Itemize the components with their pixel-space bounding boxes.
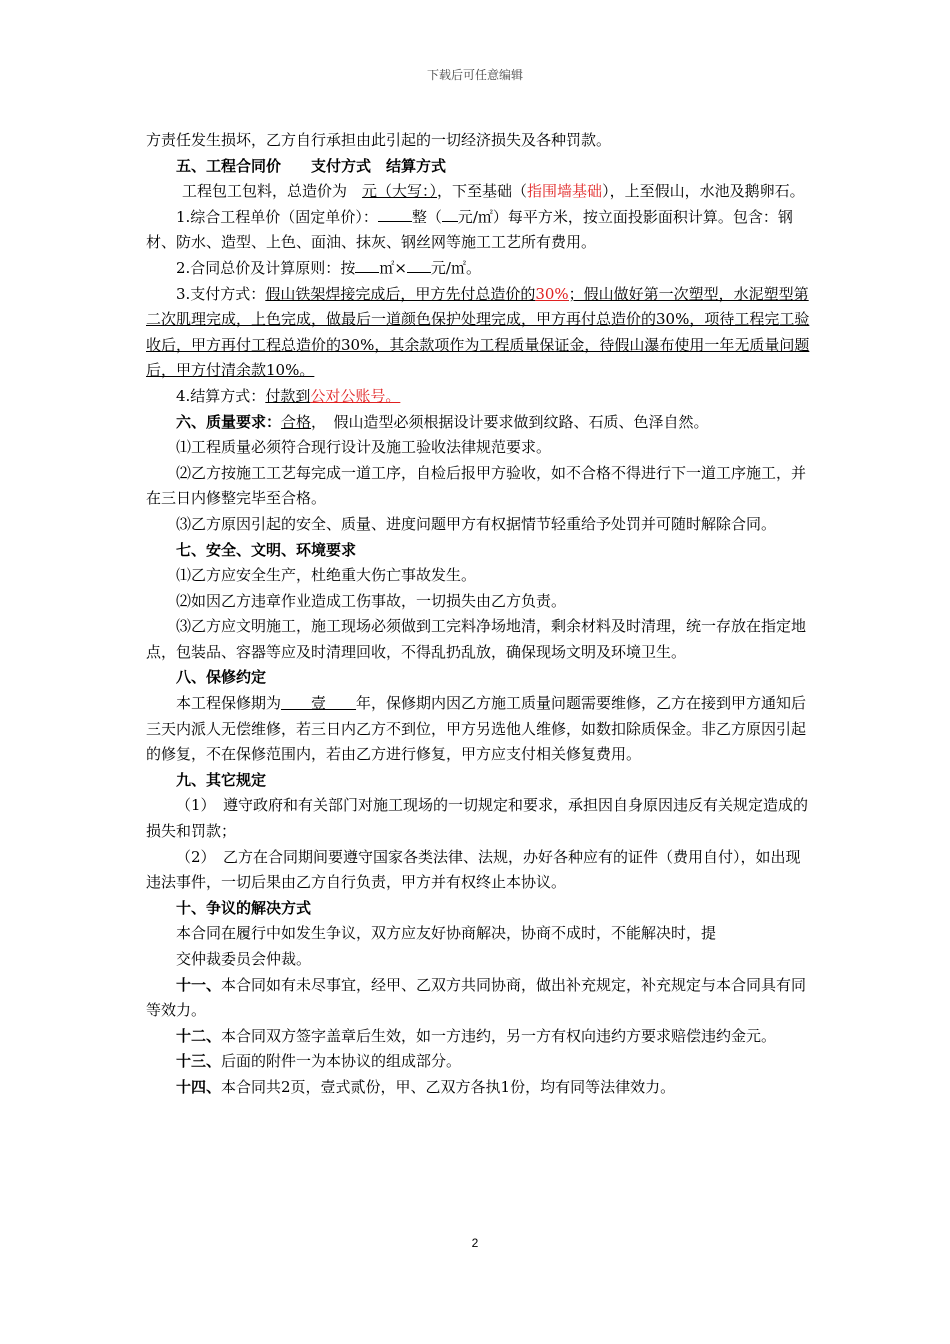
- paragraph: 本合同在履行中如发生争议，双方应友好协商解决，协商不成时，不能解决时，提: [176, 924, 717, 943]
- clause-12: [146, 1024, 810, 1050]
- section-heading-5: 五、工程合同价 支付方式 结算方式: [176, 156, 447, 175]
- underlined-text: 元（大写：）: [362, 182, 438, 201]
- text: 本合同双方签字盖章后生效，如一方违约，另一方有权向违约方要求赔偿违约金元。: [221, 1026, 777, 1045]
- highlight-text: 指围墙基础: [527, 182, 603, 201]
- text: 年，保修期内因乙方施工质量问题需要维修，乙方在接到甲方通知后三天内派人无偿维修，若三日内乙方不到位，甲方另选他人维修，如数扣除质保金。非乙方原因引起的修复，不在保修范围内，若由乙方进行修复，甲方应支付相关修复费用。: [146, 694, 807, 764]
- paragraph-unit-price: [146, 205, 810, 256]
- underlined-text: 壹: [281, 694, 357, 713]
- paragraph: ⑶乙方应文明施工，施工现场必须做到工完料净场地清，剩余材料及时清理，统一存放在指定地点，包装品、容器等应及时清理回收，不得乱扔乱放，确保现场文明及环境卫生。: [146, 617, 807, 661]
- paragraph: ⑵如因乙方违章作业造成工伤事故，一切损失由乙方负责。: [176, 591, 567, 610]
- clause-number: 十一、: [176, 975, 222, 994]
- paragraph: ⑴乙方应安全生产，杜绝重大伤亡事故发生。: [176, 566, 477, 585]
- blank-field: [378, 205, 412, 222]
- text: 元/㎡。: [430, 258, 481, 277]
- paragraph: ⑵乙方按施工工艺每完成一道工序，自检后报甲方验收，如不合格不得进行下一道工序施工，并在三日内修整完毕至合格。: [146, 463, 807, 508]
- page-header: 下载后可任意编辑: [426, 68, 523, 82]
- paragraph-payment: [146, 282, 810, 384]
- paragraph-total-price: [146, 179, 810, 205]
- text: 3.支付方式：: [176, 284, 266, 303]
- clause-number: 十三、: [176, 1052, 222, 1071]
- section-heading-6: [146, 410, 810, 436]
- paragraph: （1） 遵守政府和有关部门对施工现场的一切规定和要求，承担因自身原因违反有关规定造成的损失和罚款；: [146, 796, 809, 841]
- clause-number: 十二、: [176, 1026, 222, 1045]
- clause-number: 十四、: [176, 1077, 222, 1096]
- paragraph: ⑴工程质量必须符合现行设计及施工验收法律规范要求。: [176, 438, 552, 457]
- clause-11: [146, 973, 810, 1024]
- highlight-text: 公对公账号。: [310, 386, 401, 405]
- clause-13: [146, 1049, 810, 1075]
- blank-field: [407, 256, 431, 273]
- underlined-text: 假山铁架焊接完成后，甲方先付总造价的: [265, 284, 536, 303]
- underlined-text: 合格: [281, 412, 312, 431]
- text: ，下至基础（: [437, 182, 528, 201]
- paragraph: 方责任发生损坏，乙方自行承担由此引起的一切经济损失及各种罚款。: [146, 131, 612, 149]
- section-heading-9: 九、其它规定: [176, 770, 267, 789]
- paragraph: ⑶乙方原因引起的安全、质量、进度问题甲方有权据情节轻重给予处罚并可随时解除合同。: [176, 514, 777, 533]
- section-heading-7: 七、安全、文明、环境要求: [176, 540, 357, 559]
- paragraph: （2） 乙方在合同期间要遵守国家各类法律、法规，办好各种应有的证件（费用自付），如出现违法事件，一切后果由乙方自行负责，甲方并有权终止本协议。: [146, 847, 801, 892]
- underlined-text: ；假山做好第一次塑型，水泥塑型第二次肌理完成，上色完成，做最后一道颜色保护处理完成，甲方再付总造价的30%，项待工程完工验收后，甲方再付工程总造价的30%，其余款项作为工程质量保证金，待假山瀑布使用一年无质量问题后，甲方付清余款10%。: [146, 284, 810, 380]
- page-number: 2: [471, 1236, 479, 1250]
- text: ），上至假山，水池及鹅卵石。: [602, 182, 805, 201]
- contract-body: [146, 128, 810, 1101]
- text: 本合同如有未尽事宜，经甲、乙双方共同协商，做出补充规定，补充规定与本合同具有同等效力。: [146, 975, 807, 1020]
- text: 元/㎡）每平方米，按立面投影面积计算。包含：钢材、防水、造型、上色、面油、抹灰、钢丝网等施工工艺所有费用。: [146, 207, 793, 252]
- text: 2.合同总价及计算原则：按: [176, 258, 356, 277]
- text: 本合同共2页，壹式贰份，甲、乙双方各执1份，均有同等法律效力。: [221, 1077, 676, 1096]
- blank-field: [442, 205, 458, 222]
- paragraph: 交仲裁委员会仲裁。: [176, 950, 312, 968]
- highlight-text: 30%: [535, 284, 569, 303]
- section-heading-10: 十、争议的解决方式: [176, 898, 312, 917]
- text: 1.综合工程单价（固定单价）：: [176, 207, 378, 226]
- blank-field: [355, 256, 379, 273]
- text: 工程包工包料，总造价为: [182, 182, 363, 201]
- paragraph-settlement: [146, 384, 810, 410]
- paragraph-total-principle: [146, 256, 810, 282]
- section-heading-8: 八、保修约定: [176, 668, 267, 687]
- heading-text: 六、质量要求：: [176, 412, 282, 431]
- text: 4.结算方式：: [176, 386, 266, 405]
- paragraph-warranty: [146, 691, 810, 768]
- text: ㎡×: [379, 258, 407, 277]
- text: ， 假山造型必须根据设计要求做到纹路、石质、色泽自然。: [311, 412, 709, 431]
- text: 本工程保修期为: [176, 694, 282, 713]
- underlined-text: 付款到: [265, 386, 311, 405]
- text: 整（: [411, 207, 442, 226]
- clause-14: [146, 1075, 810, 1101]
- text: 后面的附件一为本协议的组成部分。: [221, 1052, 462, 1071]
